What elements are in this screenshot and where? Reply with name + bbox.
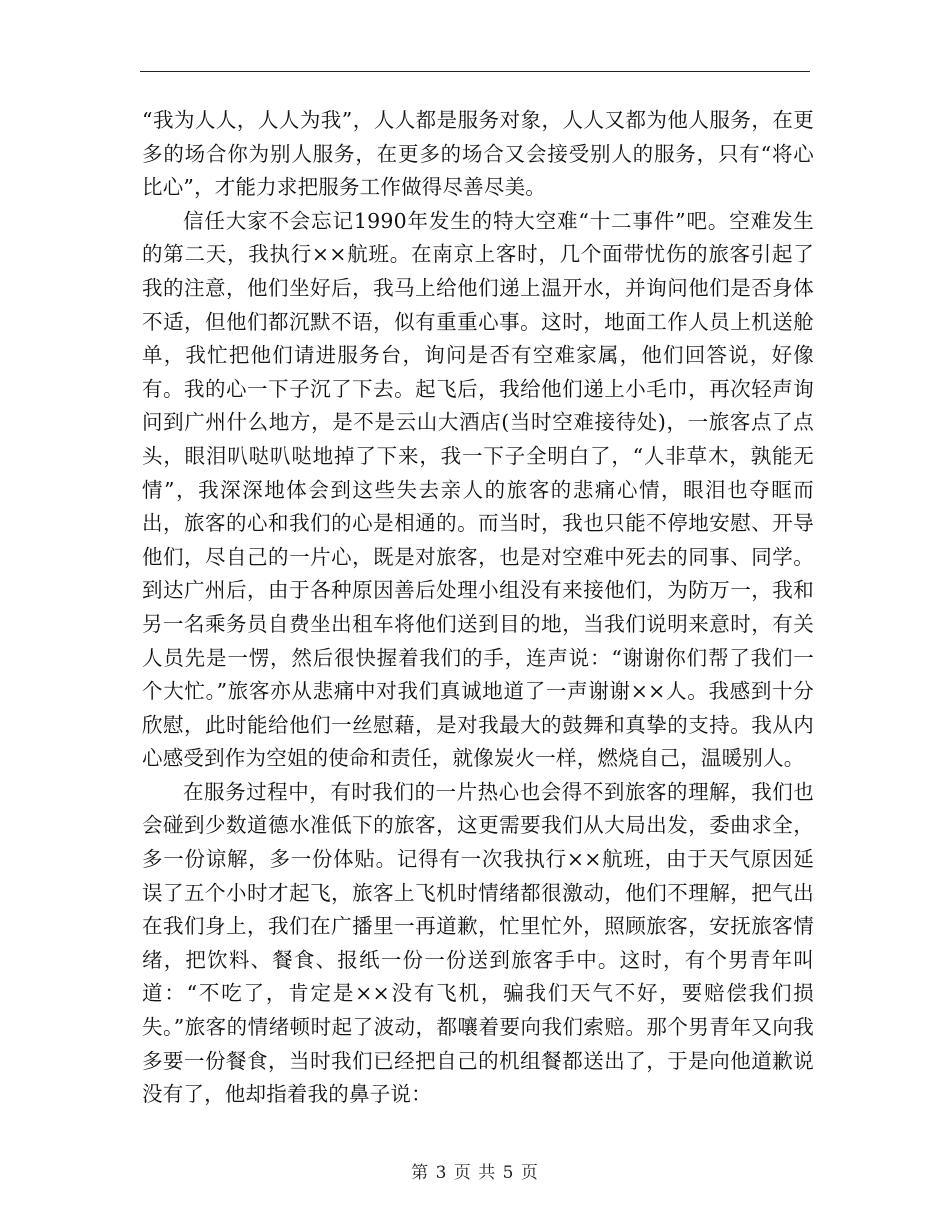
paragraph-3: 在服务过程中，有时我们的一片热心也会得不到旅客的理解，我们也会碰到少数道德水准低下的旅客，这更需要我们从大局出发，委曲求全，多一份谅解，多一份体贴。记得有一次我执行××航班，由于天气原因延误了五个小时才起飞，旅客上飞机时情绪都很激动，他们不理解，把气出在我们身上，我们在广播里一再道歉，忙里忙外，照顾旅客，安抚旅客情绪，把饮料、餐食、报纸一份一份送到旅客手中。这时，有个男青年叫道：“不吃了，肯定是××没有飞机，骗我们天气不好，要赔偿我们损失。”旅客的情绪顿时起了波动，都嚷着要向我们索赔。那个男青年又向我多要一份餐食，当时我们已经把自己的机组餐都送出了，于是向他道歉说没有了，他却指着我的鼻子说： [142, 779, 814, 1107]
paragraph-2: 信任大家不会忘记1990年发生的特大空难“十二事件”吧。空难发生的第二天，我执行××航班。在南京上客时，几个面带忧伤的旅客引起了我的注意，他们坐好后，我马上给他们递上温开水，并询问他们是否身体不适，但他们都沉默不语，似有重重心事。这时，地面工作人员上机送舱单，我忙把他们请进服务台，询问是否有空难家属，他们回答说，好像有。我的心一下子沉了下去。起飞后，我给他们递上小毛巾，再次轻声询问到广州什么地方，是不是云山大酒店(当时空难接待处)，一旅客点了点头，眼泪叭哒叭哒地掉了下来，我一下子全明白了，“人非草木，孰能无情”，我深深地体会到这些失去亲人的旅客的悲痛心情，眼泪也夺眶而出，旅客的心和我们的心是相通的。而当时，我也只能不停地安慰、开导他们，尽自己的一片心，既是对旅客，也是对空难中死去的同事、同学。到达广州后，由于各种原因善后处理小组没有来接他们，为防万一，我和另一名乘务员自费坐出租车将他们送到目的地，当我们说明来意时，有关人员先是一愣，然后很快握着我们的手，连声说：“谢谢你们帮了我们一个大忙。”旅客亦从悲痛中对我们真诚地道了一声谢谢××人。我感到十分欣慰，此时能给他们一丝慰藉，是对我最大的鼓舞和真挚的支持。我从内心感受到作为空姐的使命和责任，就像炭火一样，燃烧自己，温暖别人。 [142, 208, 814, 771]
paragraph-1: “我为人人，人人为我”，人人都是服务对象，人人又都为他人服务，在更多的场合你为别人服务，在更多的场合又会接受别人的服务，只有“将心比心”，才能力求把服务工作做得尽善尽美。 [142, 108, 814, 200]
page-footer: 第 3 页 共 5 页 [411, 1163, 539, 1183]
header-rule [140, 71, 810, 72]
document-body [142, 104, 814, 1112]
